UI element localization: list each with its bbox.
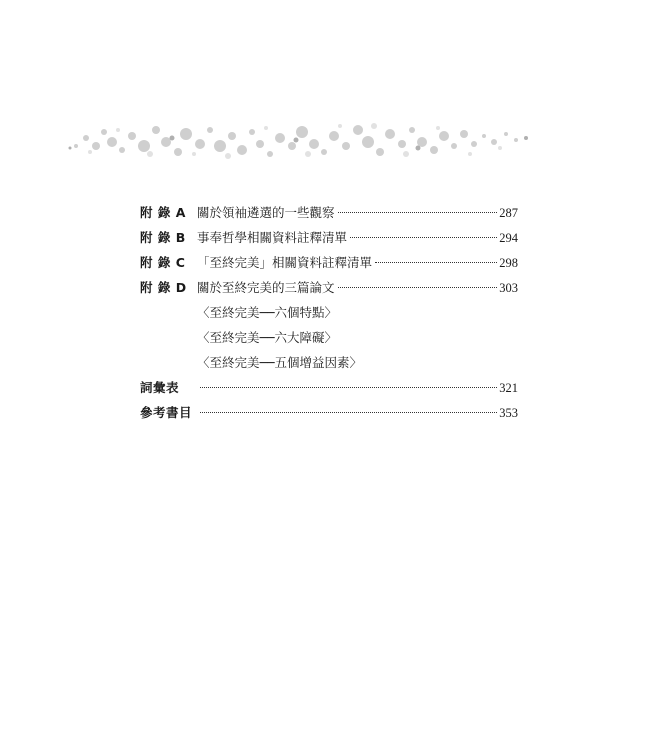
toc-entry-label: 附 錄 C	[140, 255, 186, 270]
toc-entry-bibliography[interactable]	[140, 400, 518, 425]
dot-leader	[338, 287, 498, 288]
toc-entry-appendix-b[interactable]	[140, 225, 518, 250]
toc-entry-page: 298	[499, 256, 518, 270]
toc-entry-page: 303	[499, 281, 518, 295]
toc-entry-title: 關於領袖遴選的一些觀察	[197, 205, 335, 220]
toc-subentry-essay-3[interactable]	[140, 350, 518, 375]
toc-entry-title: 關於至終完美的三篇論文	[197, 280, 335, 295]
toc-entry-label: 附 錄 D	[140, 280, 187, 295]
toc-entry-label: 詞彙表	[140, 380, 180, 395]
toc-entry-label: 參考書目	[140, 405, 193, 420]
toc-entry-title: 事奉哲學相關資料註釋清單	[197, 230, 348, 245]
toc-entry-appendix-c[interactable]	[140, 250, 518, 275]
dot-leader	[200, 412, 497, 413]
decorative-dots-band	[60, 118, 540, 168]
toc-entry-page: 353	[499, 406, 518, 420]
toc-entry-page: 294	[499, 231, 518, 245]
dot-leader	[350, 237, 497, 238]
toc-entry-glossary[interactable]	[140, 375, 518, 400]
toc-entry-page: 287	[499, 206, 518, 220]
dot-leader	[375, 262, 497, 263]
toc-subentry-essay-2[interactable]	[140, 325, 518, 350]
toc-entry-label: 附 錄 B	[140, 230, 186, 245]
toc-subentry-title: 〈至終完美──五個增益因素〉	[197, 355, 363, 370]
table-of-contents	[140, 200, 518, 425]
toc-entry-label: 附 錄 A	[140, 205, 186, 220]
toc-subentry-title: 〈至終完美──六大障礙〉	[197, 330, 338, 345]
dot-leader	[338, 212, 498, 213]
toc-entry-appendix-a[interactable]	[140, 200, 518, 225]
toc-entry-page: 321	[499, 381, 518, 395]
toc-entry-title: 「至終完美」相關資料註釋清單	[197, 255, 373, 270]
toc-subentry-essay-1[interactable]	[140, 300, 518, 325]
dot-leader	[200, 387, 497, 388]
toc-subentry-title: 〈至終完美──六個特點〉	[197, 305, 338, 320]
toc-entry-appendix-d[interactable]	[140, 275, 518, 300]
